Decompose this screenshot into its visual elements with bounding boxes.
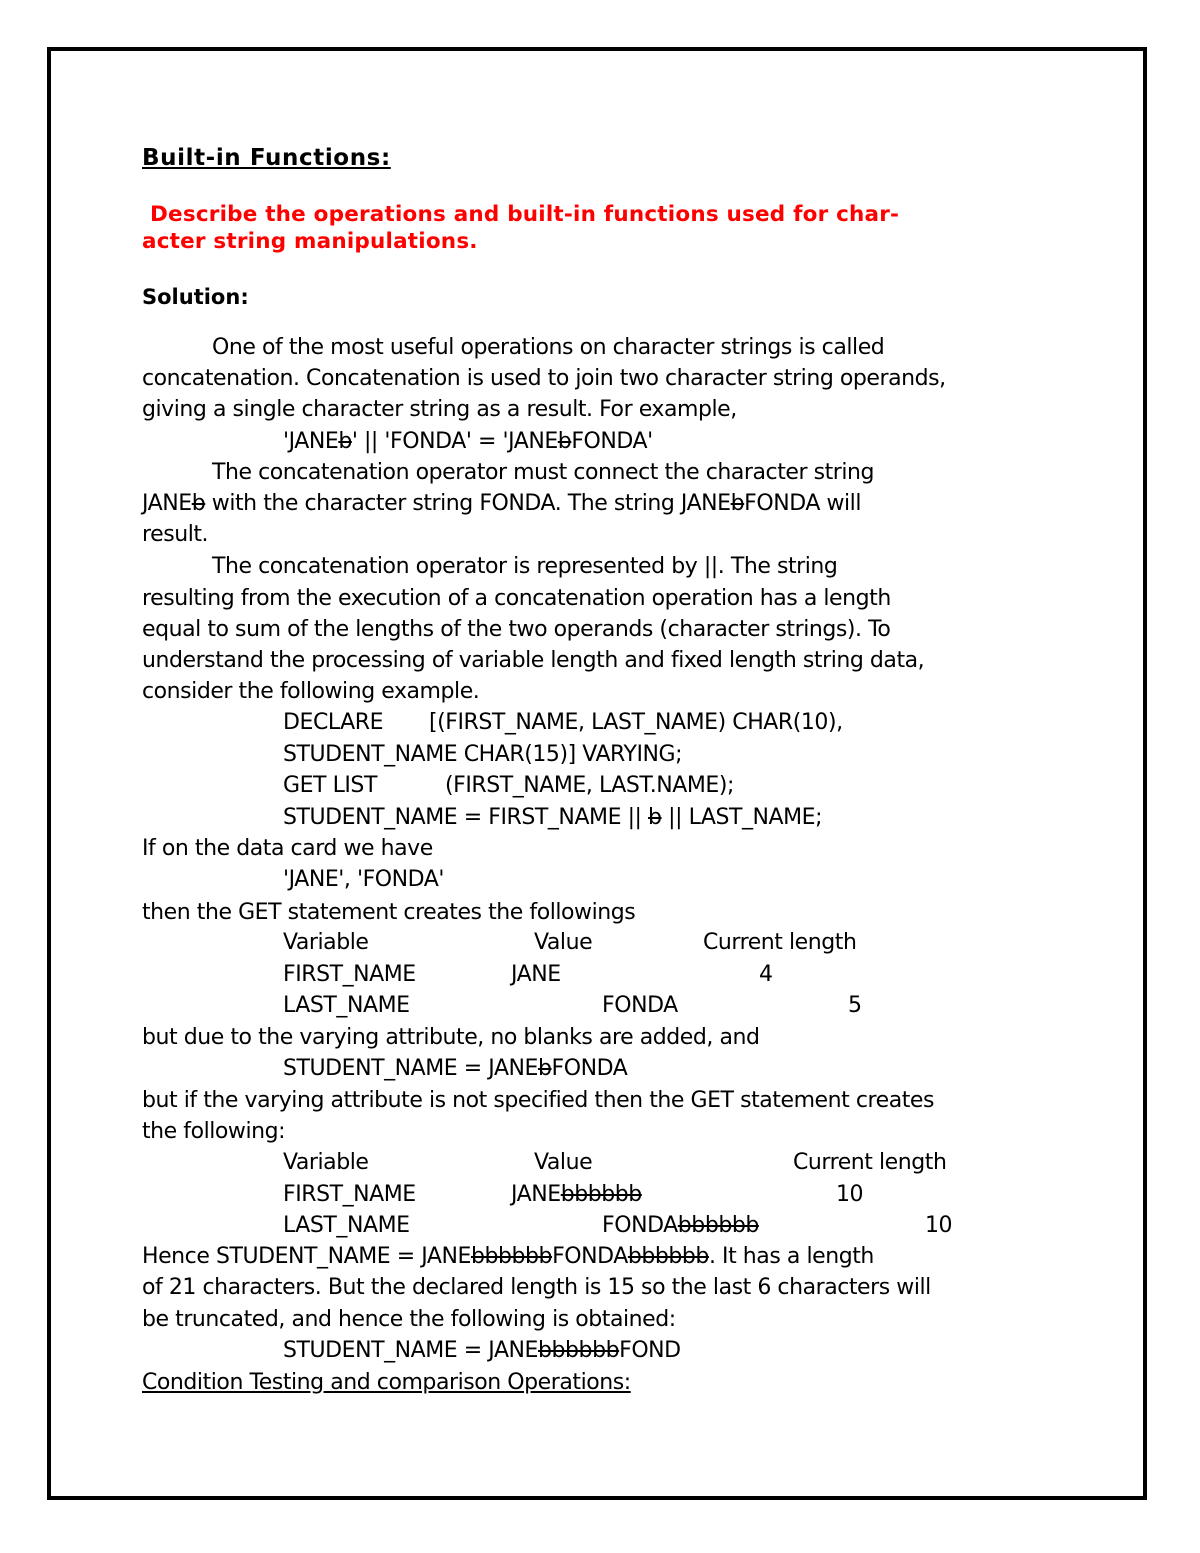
paragraph-3-line-2: resulting from the execution of a concatenation operation has a length	[142, 586, 891, 611]
question-line-1: Describe the operations and built-in functions used for char-	[150, 202, 900, 227]
code-student-declaration: STUDENT_NAME CHAR(15)] VARYING;	[283, 742, 683, 767]
code-assignment: STUDENT_NAME = FIRST_NAME || b || LAST_NAME;	[283, 805, 823, 830]
table1-row2-length: 5	[848, 993, 862, 1018]
table1-row1-length: 4	[759, 962, 773, 987]
paragraph-3-line-3: equal to sum of the lengths of the two operands (character strings). To	[142, 617, 891, 642]
not-varying-line-2: the following:	[142, 1119, 286, 1144]
table1-row2-value: FONDA	[602, 993, 678, 1018]
result-truncated: STUDENT_NAME = JANEbbbbbbFOND	[283, 1338, 681, 1363]
hence-line-3: be truncated, and hence the following is obtained:	[142, 1307, 676, 1332]
varying-note: but due to the varying attribute, no blanks are added, and	[142, 1025, 760, 1050]
not-varying-line-1: but if the varying attribute is not specified then the GET statement creates	[142, 1088, 934, 1113]
table2-header-length: Current length	[793, 1150, 947, 1175]
code-get-keyword: GET LIST	[283, 773, 377, 798]
paragraph-3-line-4: understand the processing of variable length and fixed length string data,	[142, 648, 925, 673]
page-title: Built-in Functions:	[142, 145, 391, 171]
result-varying: STUDENT_NAME = JANEbFONDA	[283, 1056, 628, 1081]
table1-header-value: Value	[534, 930, 593, 955]
paragraph-3-line-1: The concatenation operator is represented by ||. The string	[212, 554, 838, 579]
paragraph-1-line-3: giving a single character string as a result. For example,	[142, 397, 737, 422]
table2-row2-variable: LAST_NAME	[283, 1213, 410, 1238]
paragraph-1-line-1: One of the most useful operations on character strings is called	[212, 335, 885, 360]
table2-row2-length: 10	[925, 1213, 953, 1238]
hence-line-1: Hence STUDENT_NAME = JANEbbbbbbFONDAbbbbbb. It has a length	[142, 1244, 874, 1269]
get-creates-text: then the GET statement creates the followings	[142, 900, 636, 925]
table1-header-variable: Variable	[283, 930, 369, 955]
hence-line-2: of 21 characters. But the declared length is 15 so the last 6 characters will	[142, 1275, 931, 1300]
paragraph-2-line-3: result.	[142, 522, 209, 547]
table2-row1-length: 10	[836, 1182, 864, 1207]
code-get-rest: (FIRST_NAME, LAST.NAME);	[445, 773, 734, 798]
paragraph-1-line-2: concatenation. Concatenation is used to join two character string operands,	[142, 366, 946, 391]
table1-row2-variable: LAST_NAME	[283, 993, 410, 1018]
next-section-heading: Condition Testing and comparison Operations:	[142, 1370, 631, 1395]
example-concatenation: 'JANEb' || 'FONDA' = 'JANEbFONDA'	[283, 429, 653, 454]
paragraph-3-line-5: consider the following example.	[142, 679, 480, 704]
question-line-2: acter string manipulations.	[142, 229, 478, 254]
table2-row1-variable: FIRST_NAME	[283, 1182, 416, 1207]
table1-header-length: Current length	[703, 930, 857, 955]
table1-row1-value: JANE	[511, 962, 561, 987]
solution-label: Solution:	[142, 285, 249, 309]
data-card-values: 'JANE', 'FONDA'	[283, 867, 444, 892]
code-declare-rest: [(FIRST_NAME, LAST_NAME) CHAR(10),	[429, 710, 843, 735]
table2-header-variable: Variable	[283, 1150, 369, 1175]
table1-row1-variable: FIRST_NAME	[283, 962, 416, 987]
table2-header-value: Value	[534, 1150, 593, 1175]
table2-row2-value: FONDAbbbbbb	[602, 1213, 759, 1238]
data-card-intro: If on the data card we have	[142, 836, 433, 861]
code-declare-keyword: DECLARE	[283, 710, 384, 735]
paragraph-2-line-2: JANEb with the character string FONDA. The string JANEbFONDA will	[142, 491, 862, 516]
table2-row1-value: JANEbbbbbb	[511, 1182, 642, 1207]
paragraph-2-line-1: The concatenation operator must connect the character string	[212, 460, 875, 485]
